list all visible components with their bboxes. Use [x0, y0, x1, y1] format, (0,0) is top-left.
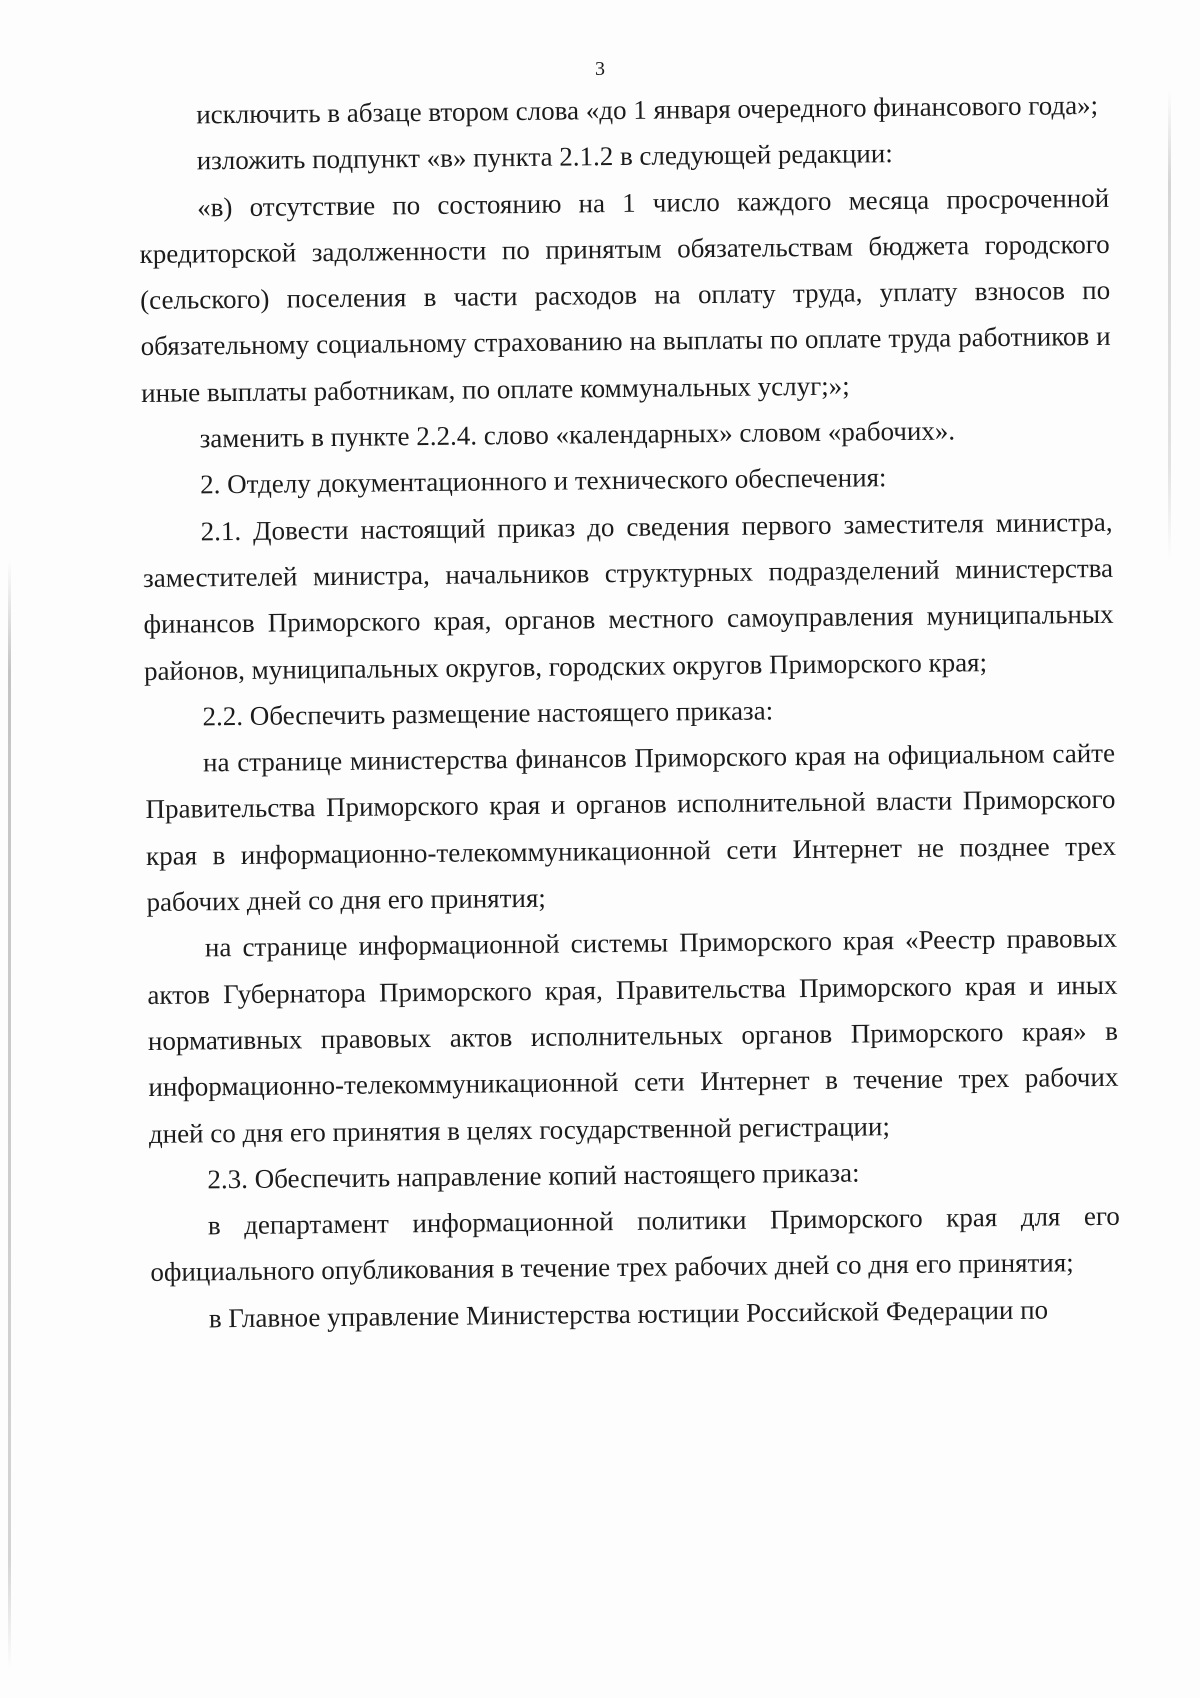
- paragraph: 2.3. Обеспечить направление копий настоящего приказа:: [207, 1157, 860, 1195]
- paragraph: в Главное управление Министерства юстиции Российской Федерации по: [208, 1294, 1049, 1334]
- paragraph: заменить в пункте 2.2.4. слово «календарных» словом «рабочих».: [199, 415, 956, 454]
- paragraph: 2.1. Довести настоящий приказ до сведения первого заместителя министра, заместителей министра, начальников структурных подразделений министерства финансов Приморского края, органов местного самоуправления муниципальных районов, муниципальных округов, городских округов Приморского края;: [142, 506, 1114, 686]
- page-number: 3: [595, 58, 605, 80]
- paragraph: исключить в абзаце втором слова «до 1 января очередного финансового года»;: [196, 89, 1099, 130]
- paragraph: 2.2. Обеспечить размещение настоящего приказа:: [202, 695, 774, 732]
- paragraph: изложить подпункт «в» пункта 2.1.2 в следующей редакции:: [196, 138, 893, 176]
- paragraph: на странице министерства финансов Приморского края на официальном сайте Правительства Приморского края и органов исполнительной власти Приморского края в информационно-телекоммуникационной сети Интернет не позднее трех рабочих дней со дня его принятия;: [145, 737, 1117, 918]
- document-body: [138, 82, 1121, 1342]
- paragraph: 2. Отделу документационного и технического обеспечения:: [199, 462, 887, 500]
- scan-edge-shadow-left: [8, 560, 11, 1670]
- paragraph: на странице информационной системы Приморского края «Реестр правовых актов Губернатора Приморского края, Правительства Приморского края и иных нормативных правовых актов исполнительных органов Приморского края» в информационно-телекоммуникационной сети Интернет в течение трех рабочих дней со дня его принятия в целях государственной регистрации;: [147, 923, 1119, 1149]
- scan-edge-shadow-right: [1168, 90, 1171, 560]
- paragraph: в департамент информационной политики Приморского края для его официального опубликования в течение трех рабочих дней со дня его принятия;: [150, 1200, 1120, 1288]
- paragraph: «в) отсутствие по состоянию на 1 число каждого месяца просроченной кредиторской задолженности по принятым обязательствам бюджета городского (сельского) поселения в части расходов на оплату труда, уплату взносов по обязательному социальному страхованию на выплаты по оплате труда работников и иные выплаты работникам, по оплате коммунальных услуг;»;: [139, 182, 1111, 408]
